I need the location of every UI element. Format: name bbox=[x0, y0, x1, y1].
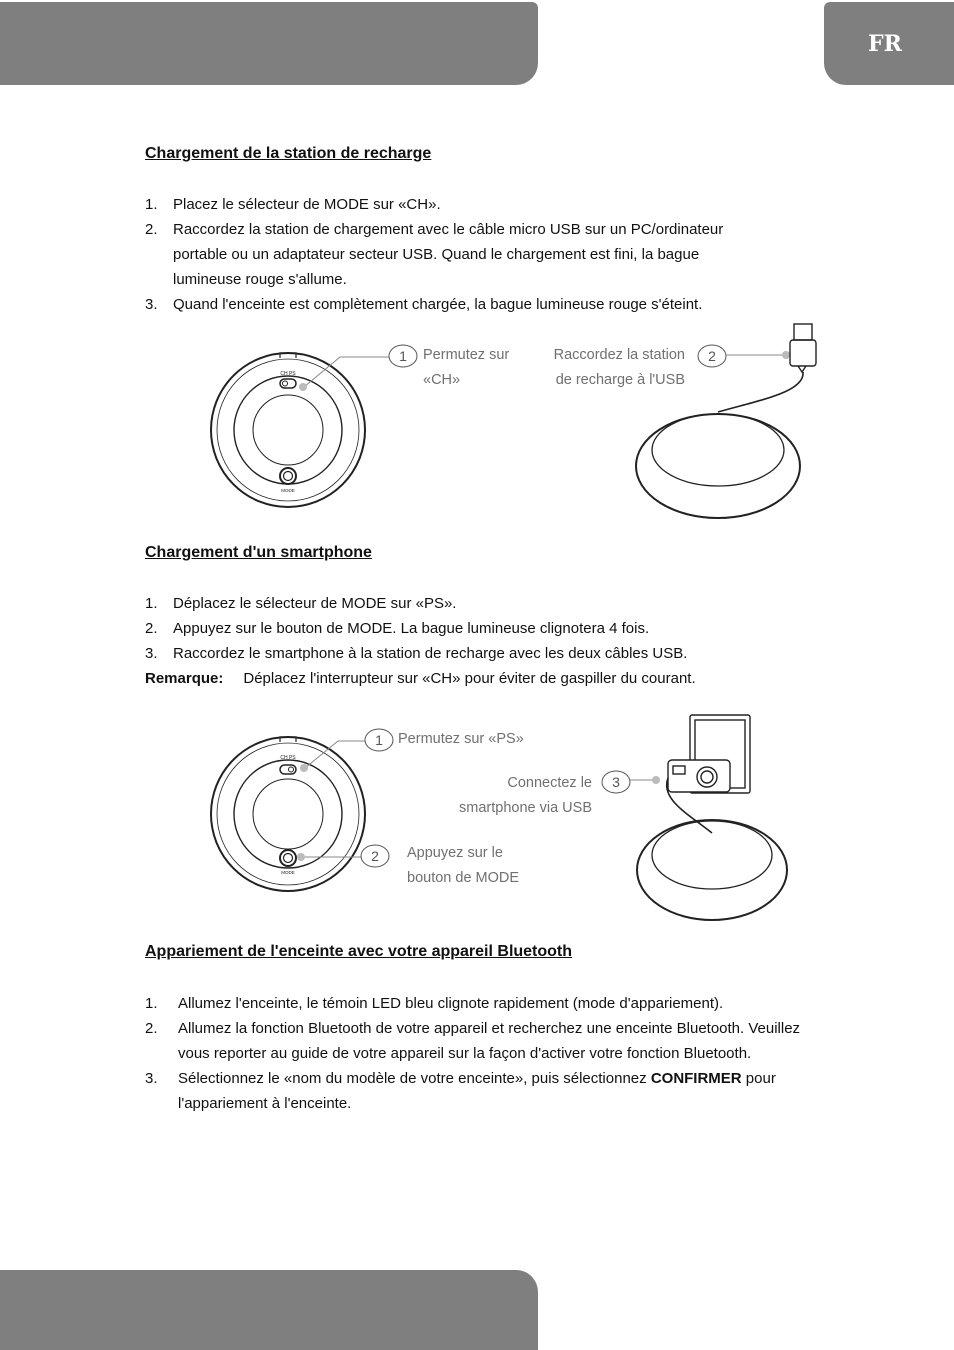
step-text-bold: CONFIRMER bbox=[650, 1070, 742, 1087]
section-heading-bluetooth-pairing: Appariement de l'enceinte avec votre appareil Bluetooth bbox=[145, 943, 573, 960]
callout-line: Raccordez la station bbox=[553, 347, 685, 363]
step-number: 3. bbox=[145, 1070, 158, 1087]
step-text: Raccordez la station de chargement avec le câble micro USB sur un PC/ordinateur portable ou un adaptateur secteur USB. Quand le chargement est fini, la bague lumineuse rouge s'allume. bbox=[173, 221, 724, 288]
step-number: 2. bbox=[145, 620, 158, 637]
step-text: Raccordez le smartphone à la station de recharge avec les deux câbles USB. bbox=[173, 645, 688, 662]
callout-number: 2 bbox=[371, 848, 379, 864]
step-number: 2. bbox=[145, 1020, 158, 1037]
callout-number: 3 bbox=[612, 774, 620, 790]
callout-text-press-mode bbox=[407, 841, 519, 891]
step-number: 1. bbox=[145, 995, 158, 1012]
step-text: Allumez la fonction Bluetooth de votre appareil et recherchez une enceinte Bluetooth. Veuillez vous reporter au guide de votre appareil sur la façon d'activer votre fonction Bluetooth. bbox=[178, 1020, 801, 1062]
section-heading-smartphone-charging: Chargement d'un smartphone bbox=[145, 544, 372, 561]
callout-line: bouton de MODE bbox=[407, 870, 520, 886]
mode-label: MODE bbox=[281, 488, 295, 493]
callout-dot bbox=[652, 776, 660, 784]
callout-dot bbox=[300, 764, 308, 772]
callout-text-switch-ps bbox=[398, 727, 524, 752]
step-number: 1. bbox=[145, 196, 158, 213]
step-text: Sélectionnez le «nom du modèle de votre enceinte», puis sélectionnez bbox=[178, 1070, 651, 1087]
callout-number: 2 bbox=[708, 348, 716, 364]
step-number: 3. bbox=[145, 645, 158, 662]
step-number: 3. bbox=[145, 296, 158, 313]
callout-line: smartphone via USB bbox=[459, 800, 592, 816]
note-text: Déplacez l'interrupteur sur «CH» pour éviter de gaspiller du courant. bbox=[243, 670, 696, 687]
list-item bbox=[145, 991, 805, 1016]
callout-text-connect-smartphone bbox=[430, 771, 592, 821]
callout-line: Permutez sur «PS» bbox=[398, 731, 524, 747]
step-number: 2. bbox=[145, 221, 158, 238]
list-item bbox=[145, 1016, 805, 1066]
note-label: Remarque: bbox=[145, 670, 224, 687]
callout-line: Connectez le bbox=[507, 775, 592, 791]
mode-label: MODE bbox=[281, 870, 295, 875]
callout-leader bbox=[305, 741, 365, 768]
list-item bbox=[145, 1066, 805, 1116]
step-text: Déplacez le sélecteur de MODE sur «PS». bbox=[173, 595, 457, 612]
step-text: Appuyez sur le bouton de MODE. La bague lumineuse clignotera 4 fois. bbox=[173, 620, 650, 637]
switch-label: CH PS bbox=[280, 755, 296, 761]
step-number: 1. bbox=[145, 595, 158, 612]
callout-line: Appuyez sur le bbox=[407, 845, 503, 861]
step-text: Allumez l'enceinte, le témoin LED bleu clignote rapidement (mode d'appariement). bbox=[178, 995, 724, 1012]
smartphone-icon bbox=[667, 715, 750, 833]
bluetooth-steps bbox=[145, 991, 805, 1116]
step-text: pour l'appariement à l'enceinte. bbox=[178, 1070, 776, 1112]
switch-label: CH PS bbox=[280, 371, 296, 377]
callout-line: de recharge à l'USB bbox=[555, 372, 685, 388]
language-label: FR bbox=[868, 30, 902, 57]
callout-number: 1 bbox=[375, 732, 383, 748]
step-text: Placez le sélecteur de MODE sur «CH». bbox=[173, 196, 441, 213]
callout-number: 1 bbox=[399, 348, 407, 364]
charging-pad bbox=[637, 820, 787, 920]
callout-line: «CH» bbox=[423, 372, 461, 388]
callout-line: Permutez sur bbox=[423, 347, 510, 363]
section-heading-charging-station: Chargement de la station de recharge bbox=[145, 145, 432, 162]
callout-dot bbox=[297, 853, 305, 861]
step-text: Quand l'enceinte est complètement chargée, la bague lumineuse rouge s'éteint. bbox=[173, 296, 703, 313]
